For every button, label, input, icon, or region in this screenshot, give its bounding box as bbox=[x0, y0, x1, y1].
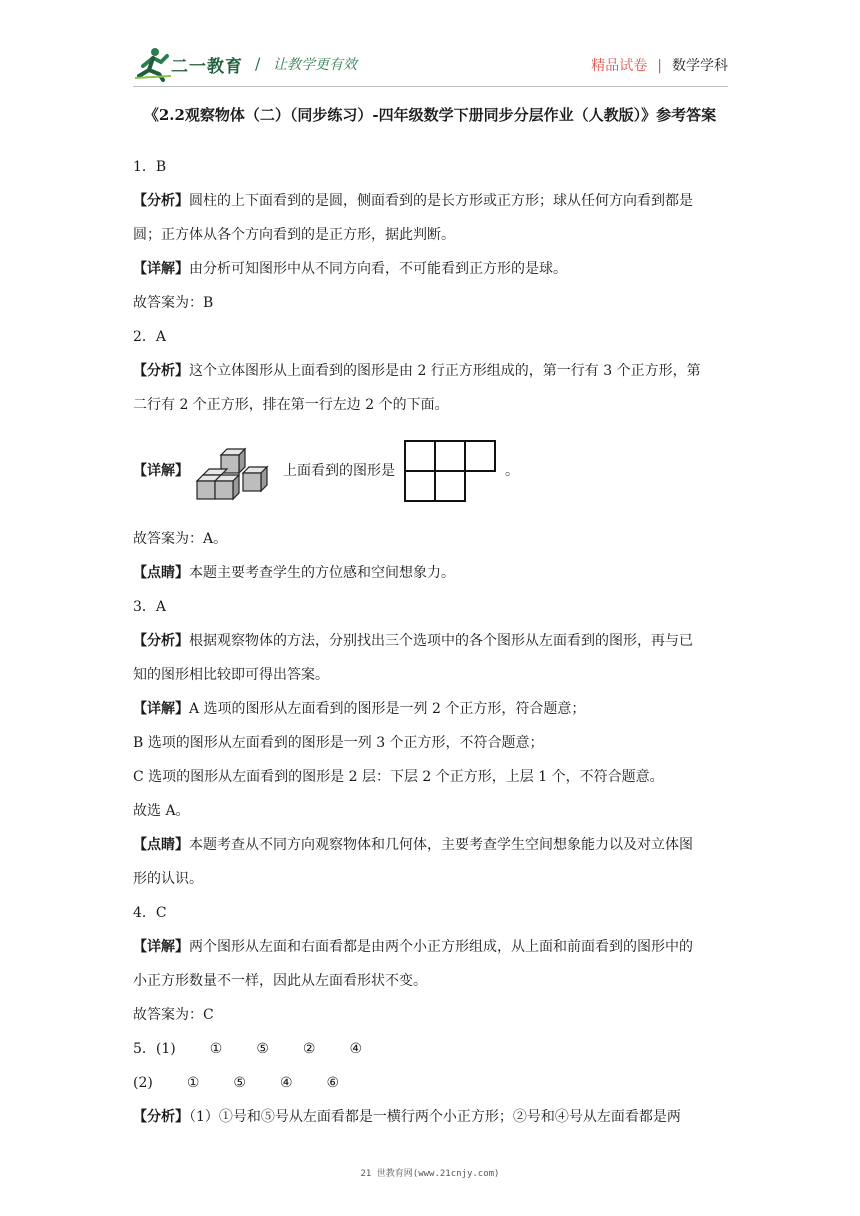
q4-answer: 4．C bbox=[133, 905, 167, 921]
q2-answer: 2．A bbox=[133, 329, 167, 345]
q2-analysis-line2: 二行有 2 个正方形，排在第一行左边 2 个的下面。 bbox=[133, 397, 449, 413]
q5-answer-item: ① bbox=[186, 1075, 200, 1091]
header-divider bbox=[133, 86, 728, 87]
q3-analysis bbox=[133, 624, 729, 658]
brand-tag bbox=[591, 55, 728, 75]
analysis-tag: 【分析】 bbox=[133, 363, 189, 379]
q2-comment-text: 本题主要考查学生的方位感和空间想象力。 bbox=[189, 565, 455, 581]
q3-detail-line1: A 选项的图形从左面看到的图形是一列 2 个正方形，符合题意； bbox=[189, 701, 586, 717]
q4-detail-line2: 小正方形数量不一样，因此从左面看形状不变。 bbox=[133, 973, 427, 989]
q5-answer-item: ⑥ bbox=[326, 1075, 340, 1091]
q1-analysis-line1: 圆柱的上下面看到的是圆，侧面看到的是长方形或正方形；球从任何方向看到都是 bbox=[189, 193, 693, 209]
page-footer: 21 世教育网(www.21cnjy.com) bbox=[360, 1169, 500, 1179]
analysis-tag: 【分析】 bbox=[133, 633, 189, 649]
q1-detail bbox=[133, 252, 729, 286]
runner-logo-icon bbox=[133, 46, 173, 82]
q2-detail-text: 上面看到的图形是 bbox=[283, 463, 395, 479]
q3-answer: 3．A bbox=[133, 599, 167, 615]
brand-label: 精品试卷 bbox=[591, 58, 648, 74]
slogan-separator: / bbox=[255, 54, 261, 73]
detail-tag: 【详解】 bbox=[133, 939, 189, 955]
q5-analysis bbox=[133, 1100, 729, 1134]
q3-detail bbox=[133, 692, 729, 726]
q3-comment-line2: 形的认识。 bbox=[133, 871, 203, 887]
q3-analysis-line2: 知的图形相比较即可得出答案。 bbox=[133, 667, 329, 683]
q5-answer-item: ① bbox=[209, 1041, 223, 1057]
q1-analysis bbox=[133, 184, 729, 218]
q5-answer-item: ④ bbox=[349, 1041, 362, 1057]
q3-comment bbox=[133, 828, 729, 862]
q1-conclusion: 故答案为：B bbox=[133, 295, 214, 311]
q1-analysis-line2: 圆；正方体从各个方向看到的是正方形，据此判断。 bbox=[133, 227, 455, 243]
logo-text: 二一教育 bbox=[171, 57, 243, 77]
q3-analysis-line1: 根据观察物体的方法，分别找出三个选项中的各个图形从左面看到的图形，再与已 bbox=[189, 633, 693, 649]
brand-separator: | bbox=[657, 58, 662, 74]
q5-answer-item: ② bbox=[302, 1041, 316, 1057]
logo bbox=[133, 46, 253, 82]
q4-detail-line1: 两个图形从左面和右面看都是由两个小正方形组成，从上面和前面看到的图形中的 bbox=[189, 939, 693, 955]
detail-tag: 【详解】 bbox=[133, 701, 189, 717]
q3-detail-line3: C 选项的图形从左面看到的图形是 2 层：下层 2 个正方形，上层 1 个，不符合题意。 bbox=[133, 769, 664, 785]
q2-detail-end: 。 bbox=[505, 463, 519, 479]
analysis-tag: 【分析】 bbox=[133, 193, 189, 209]
cube-stack-figure bbox=[191, 439, 281, 503]
detail-tag: 【详解】 bbox=[133, 463, 189, 479]
q1-answer: 1．B bbox=[133, 159, 167, 175]
comment-tag: 【点睛】 bbox=[133, 837, 189, 853]
q2-detail-figure-line bbox=[133, 428, 729, 514]
q5-answer-item: ⑤ bbox=[256, 1041, 269, 1057]
document-title: 《2.2观察物体（二）（同步练习）-四年级数学下册同步分层作业（人教版）》参考答案 bbox=[143, 106, 717, 124]
q3-detail-line2: B 选项的图形从左面看到的图形是一列 3 个正方形，不符合题意； bbox=[133, 735, 544, 751]
slogan: 让教学更有效 bbox=[273, 57, 357, 73]
q1-detail-text: 由分析可知图形中从不同方向看，不可能看到正方形的是球。 bbox=[189, 261, 567, 277]
answer-content bbox=[133, 150, 729, 1134]
q5-line2 bbox=[133, 1066, 729, 1100]
q5-line1-prefix: 5．(1) bbox=[133, 1041, 176, 1057]
q2-comment bbox=[133, 556, 729, 590]
page-header bbox=[133, 46, 728, 82]
q2-analysis-line1: 这个立体图形从上面看到的图形是由 2 行正方形组成的，第一行有 3 个正方形，第 bbox=[189, 363, 701, 379]
subject-label: 数学学科 bbox=[672, 58, 728, 74]
q4-detail bbox=[133, 930, 729, 964]
q3-comment-line1: 本题考查从不同方向观察物体和几何体，主要考查学生空间想象能力以及对立体图 bbox=[189, 837, 693, 853]
q3-conclusion: 故选 A。 bbox=[133, 803, 190, 819]
q5-line2-prefix: (2) bbox=[133, 1075, 153, 1091]
q5-answer-item: ⑤ bbox=[233, 1075, 246, 1091]
q2-analysis bbox=[133, 354, 729, 388]
analysis-tag: 【分析】 bbox=[133, 1109, 189, 1125]
q4-conclusion: 故答案为：C bbox=[133, 1007, 214, 1023]
comment-tag: 【点睛】 bbox=[133, 565, 189, 581]
q5-answer-item: ④ bbox=[279, 1075, 293, 1091]
q5-line1 bbox=[133, 1032, 729, 1066]
q2-conclusion: 故答案为：A。 bbox=[133, 531, 228, 547]
q5-analysis-line1: （1）①号和⑤号从左面看都是一横行两个小正方形；②号和④号从左面看都是两 bbox=[189, 1109, 681, 1125]
detail-tag: 【详解】 bbox=[133, 261, 189, 277]
top-view-grid-figure bbox=[403, 439, 501, 503]
